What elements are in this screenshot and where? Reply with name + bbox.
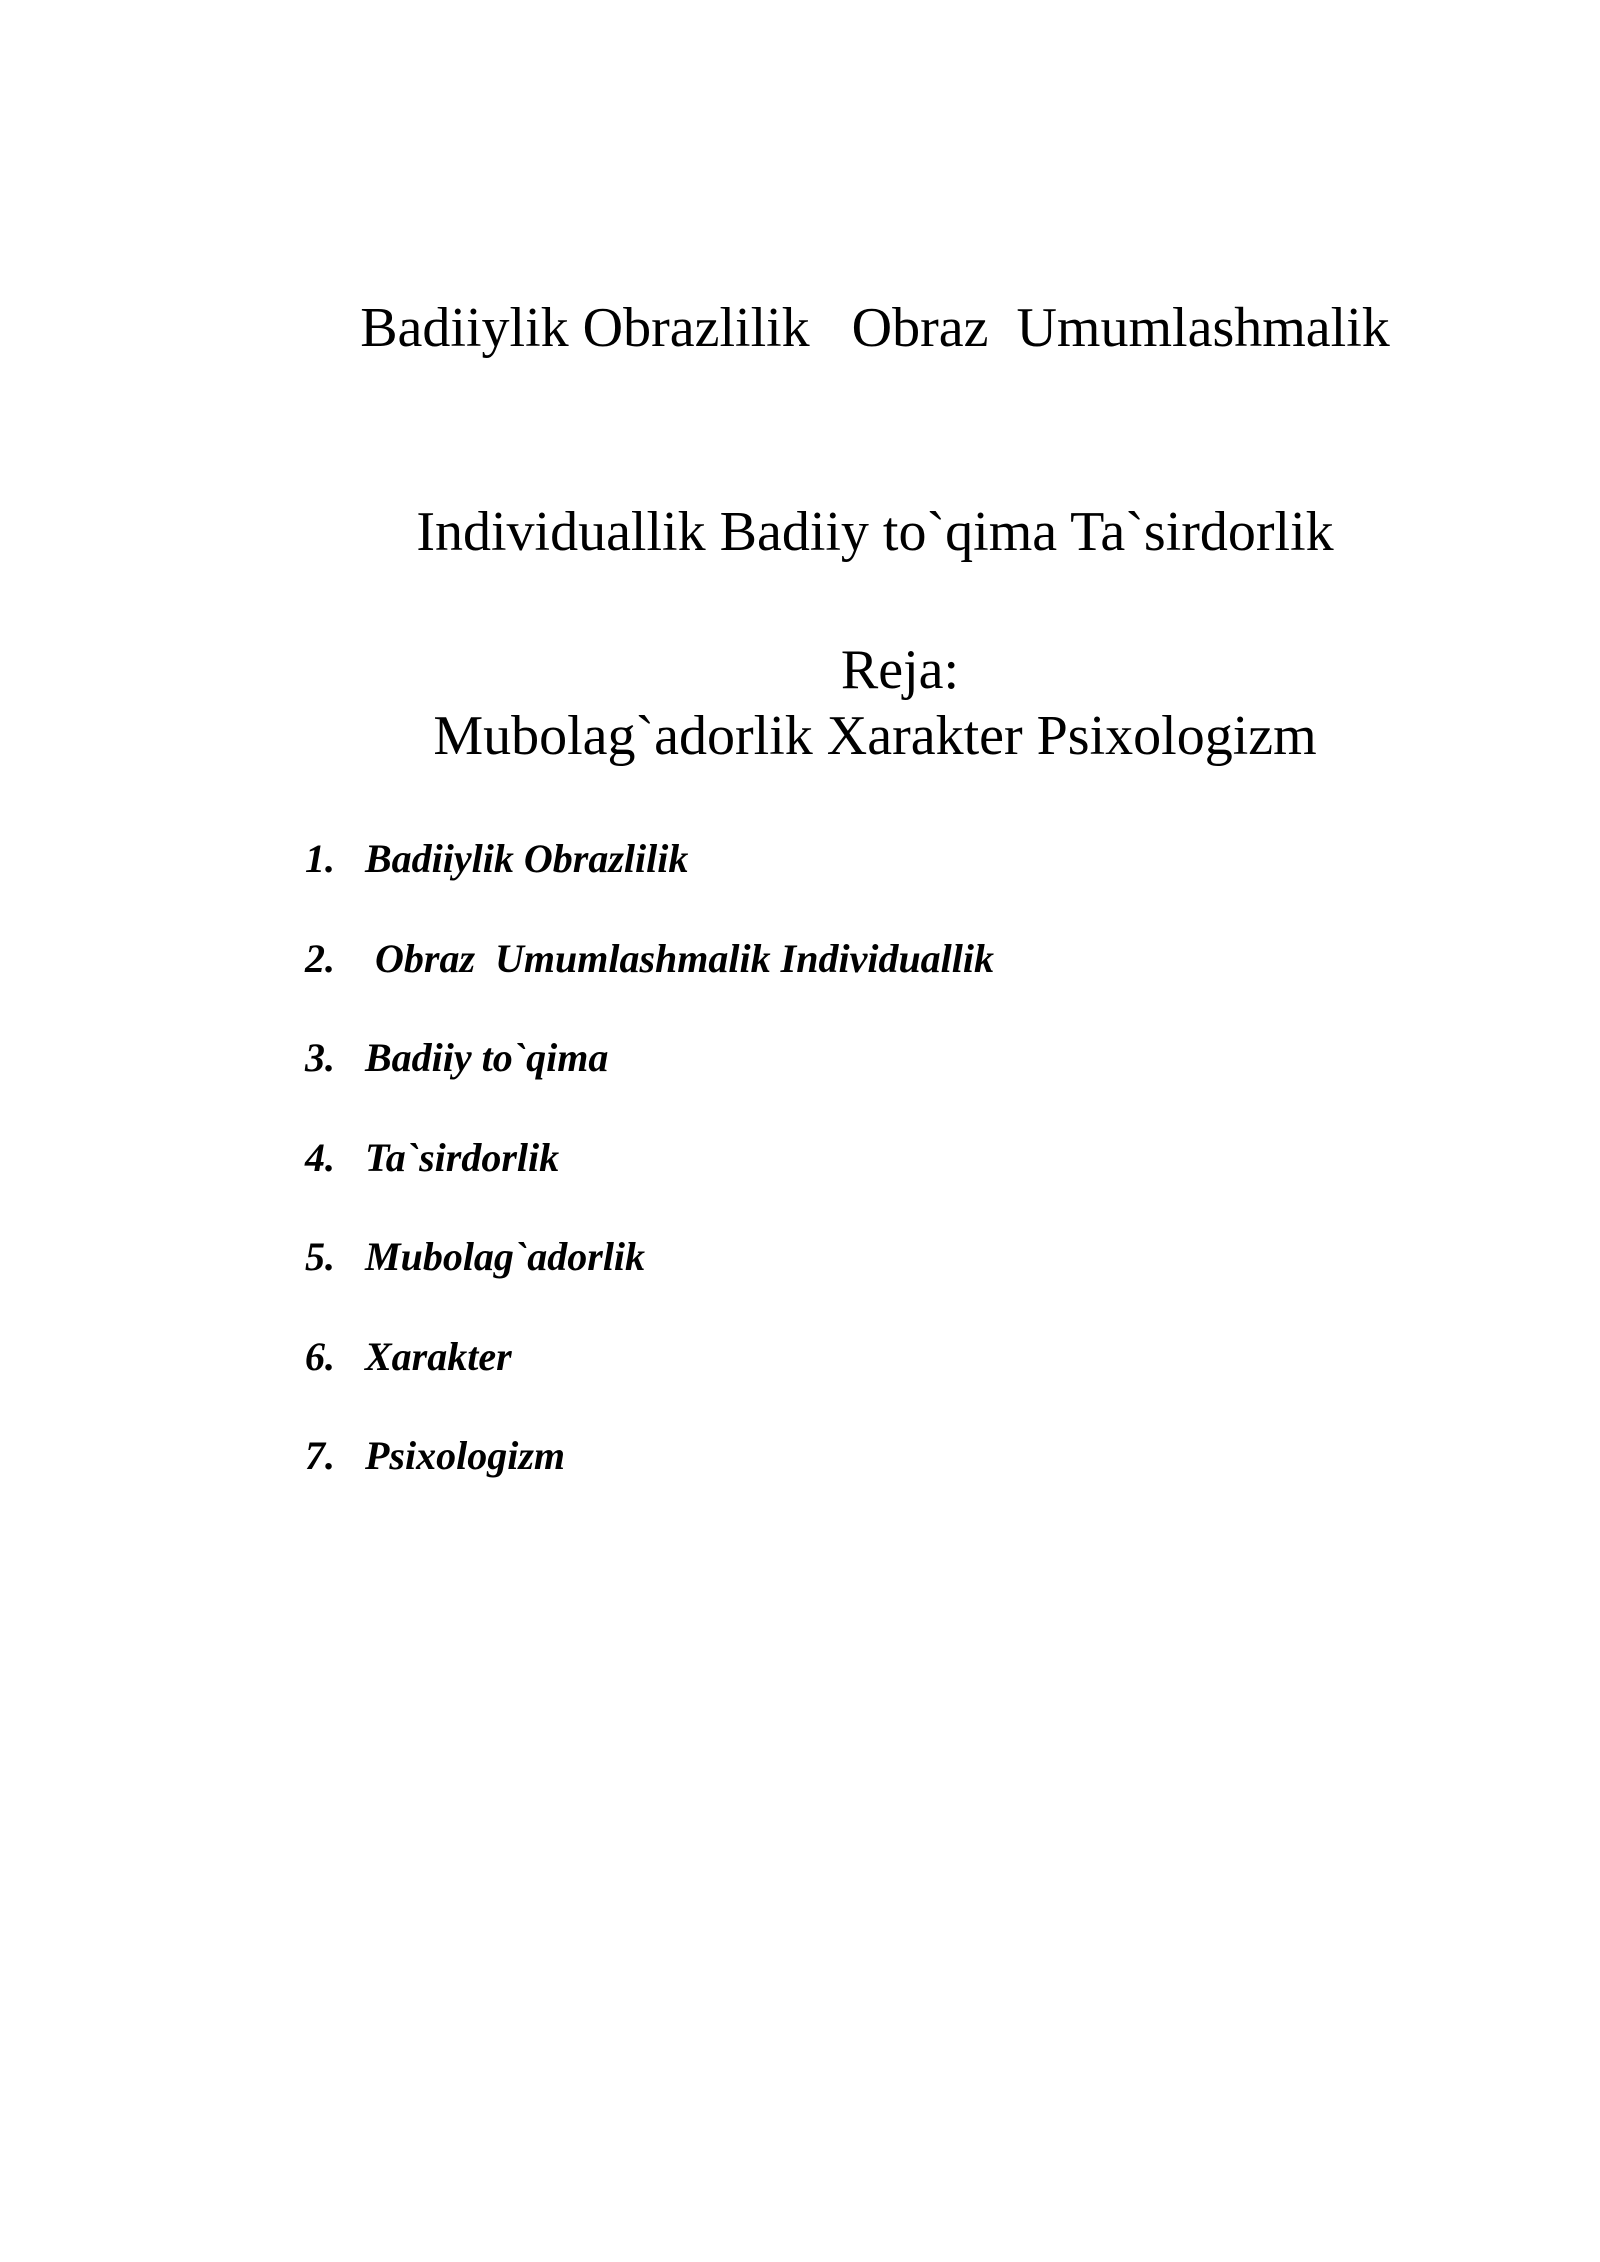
plan-item-5	[305, 1232, 994, 1332]
title-line-3: Mubolag`adorlik Xarakter Psixologizm	[433, 705, 1317, 767]
plan-item-text: Ta`sirdorlik	[365, 1134, 560, 1180]
document-title	[300, 158, 1450, 906]
plan-item-text: Psixologizm	[365, 1433, 566, 1478]
plan-heading: Reja:	[840, 639, 960, 701]
plan-item-number: 5.	[305, 1234, 335, 1279]
plan-item-text: Mubolag`adorlik	[365, 1234, 646, 1279]
title-line-2: Individuallik Badiiy to`qima Ta`sirdorlik	[416, 501, 1334, 563]
plan-item-6	[305, 1332, 994, 1432]
plan-item-text: Badiiy to`qima	[365, 1035, 609, 1080]
plan-item-number: 1.	[305, 836, 335, 881]
plan-item-4	[305, 1133, 994, 1233]
plan-item-number: 2.	[305, 935, 335, 981]
plan-list	[305, 834, 994, 1531]
plan-item-number: 4.	[305, 1134, 335, 1180]
plan-item-number: 7.	[305, 1433, 335, 1478]
plan-item-2	[305, 934, 994, 1034]
plan-item-7	[305, 1431, 994, 1531]
plan-item-text: Obraz Umumlashmalik Individuallik	[365, 935, 995, 981]
plan-item-text: Badiiylik Obrazlilik	[365, 836, 689, 881]
plan-item-number: 6.	[305, 1333, 335, 1379]
plan-item-1	[305, 834, 994, 934]
title-line-1: Badiiylik Obrazlilik Obraz Umumlashmalik	[360, 297, 1390, 359]
plan-item-text: Xarakter	[365, 1333, 512, 1379]
plan-item-3	[305, 1033, 994, 1133]
plan-item-number: 3.	[305, 1035, 335, 1080]
